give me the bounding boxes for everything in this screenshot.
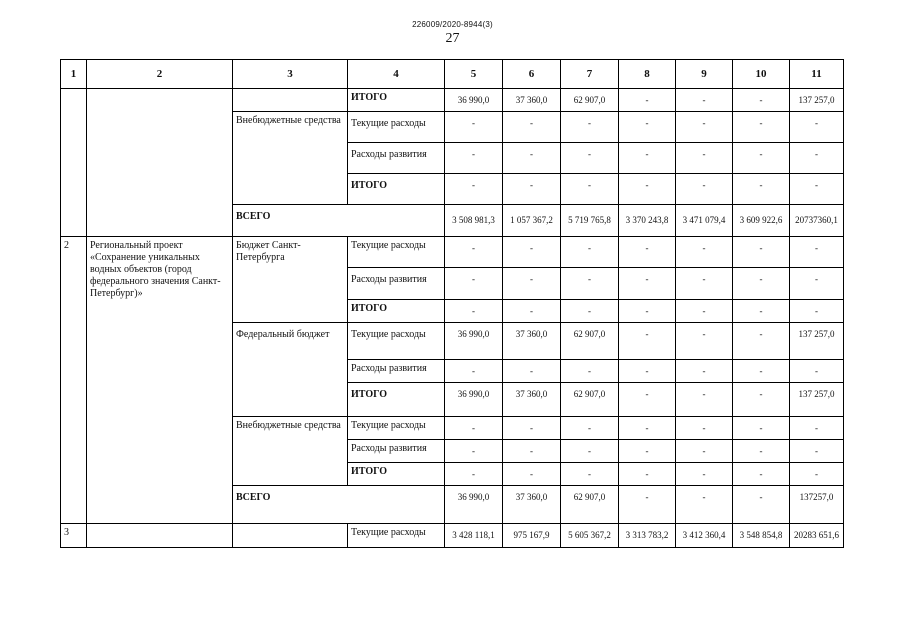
value-cell: - — [561, 300, 619, 323]
value-cell: - — [561, 237, 619, 268]
value-cell: 62 907,0 — [561, 89, 619, 112]
value-cell: - — [619, 174, 676, 205]
value-cell: 5 719 765,8 — [561, 205, 619, 237]
value-cell: 3 313 783,2 — [619, 524, 676, 548]
value-cell: - — [619, 237, 676, 268]
value-cell: - — [790, 300, 844, 323]
cell-type: Текущие расходы — [348, 417, 445, 440]
value-cell: - — [445, 237, 503, 268]
value-cell: - — [790, 440, 844, 463]
value-cell: - — [619, 323, 676, 360]
cell-source — [233, 89, 348, 112]
col-header: 10 — [733, 60, 790, 89]
cell-type: Расходы развития — [348, 360, 445, 383]
value-cell: - — [733, 112, 790, 143]
value-cell: - — [676, 486, 733, 524]
value-cell: - — [619, 383, 676, 417]
cell-type: ИТОГО — [348, 174, 445, 205]
value-cell: 36 990,0 — [445, 89, 503, 112]
value-cell: - — [676, 323, 733, 360]
value-cell: 3 428 118,1 — [445, 524, 503, 548]
value-cell: - — [445, 174, 503, 205]
cell-number: 2 — [61, 237, 87, 524]
col-header: 4 — [348, 60, 445, 89]
cell-source: Бюджет Санкт-Петербурга — [233, 237, 348, 323]
value-cell: - — [790, 463, 844, 486]
value-cell: - — [619, 268, 676, 300]
col-header: 3 — [233, 60, 348, 89]
col-header: 7 — [561, 60, 619, 89]
table-row — [61, 237, 844, 268]
value-cell: - — [445, 360, 503, 383]
value-cell: - — [619, 417, 676, 440]
col-header: 11 — [790, 60, 844, 89]
col-header: 8 — [619, 60, 676, 89]
value-cell: 37 360,0 — [503, 486, 561, 524]
value-cell: 36 990,0 — [445, 323, 503, 360]
cell-type: Текущие расходы — [348, 237, 445, 268]
cell-source: Внебюджетные средства — [233, 112, 348, 205]
value-cell: 37 360,0 — [503, 323, 561, 360]
col-header: 9 — [676, 60, 733, 89]
value-cell: 5 605 367,2 — [561, 524, 619, 548]
value-cell: 62 907,0 — [561, 486, 619, 524]
value-cell: - — [503, 463, 561, 486]
value-cell: - — [790, 174, 844, 205]
cell-type: Текущие расходы — [348, 323, 445, 360]
cell-project: Региональный проект «Сохранение уникальных водных объектов (город федерального значения Санкт-Петербург)» — [87, 237, 233, 524]
cell-total: ВСЕГО — [233, 205, 445, 237]
value-cell: - — [676, 463, 733, 486]
value-cell: - — [503, 440, 561, 463]
col-header: 1 — [61, 60, 87, 89]
value-cell: - — [561, 440, 619, 463]
value-cell: 137 257,0 — [790, 383, 844, 417]
value-cell: - — [733, 323, 790, 360]
value-cell: - — [733, 300, 790, 323]
table-row — [61, 89, 844, 112]
value-cell: - — [503, 268, 561, 300]
cell-type: Расходы развития — [348, 143, 445, 174]
value-cell: - — [733, 237, 790, 268]
cell-total: ВСЕГО — [233, 486, 445, 524]
value-cell: 1 057 367,2 — [503, 205, 561, 237]
value-cell: 62 907,0 — [561, 383, 619, 417]
value-cell: 62 907,0 — [561, 323, 619, 360]
cell-type: ИТОГО — [348, 89, 445, 112]
value-cell: 3 508 981,3 — [445, 205, 503, 237]
page-number: 27 — [445, 31, 460, 46]
value-cell: - — [619, 440, 676, 463]
value-cell: - — [733, 174, 790, 205]
value-cell: - — [445, 463, 503, 486]
value-cell: - — [561, 143, 619, 174]
value-cell: - — [733, 360, 790, 383]
value-cell: - — [676, 112, 733, 143]
value-cell: 36 990,0 — [445, 383, 503, 417]
value-cell: - — [676, 89, 733, 112]
document-id: 226009/2020-8944(3) — [412, 20, 493, 29]
cell-number: 3 — [61, 524, 87, 548]
cell-project — [87, 524, 233, 548]
value-cell: - — [619, 143, 676, 174]
value-cell: - — [676, 237, 733, 268]
value-cell: - — [790, 237, 844, 268]
value-cell: - — [561, 463, 619, 486]
value-cell: 20737360,1 — [790, 205, 844, 237]
col-header: 5 — [445, 60, 503, 89]
cell-type: ИТОГО — [348, 300, 445, 323]
value-cell: - — [619, 486, 676, 524]
cell-number — [61, 89, 87, 237]
value-cell: - — [561, 174, 619, 205]
value-cell: - — [503, 360, 561, 383]
value-cell: - — [503, 174, 561, 205]
value-cell: - — [790, 360, 844, 383]
value-cell: - — [445, 300, 503, 323]
value-cell: 137257,0 — [790, 486, 844, 524]
cell-type: ИТОГО — [348, 383, 445, 417]
value-cell: - — [619, 112, 676, 143]
cell-type: Текущие расходы — [348, 112, 445, 143]
value-cell: - — [619, 360, 676, 383]
value-cell: - — [790, 268, 844, 300]
value-cell: - — [676, 440, 733, 463]
value-cell: 3 609 922,6 — [733, 205, 790, 237]
value-cell: - — [733, 417, 790, 440]
cell-project — [87, 89, 233, 237]
value-cell: 36 990,0 — [445, 486, 503, 524]
cell-source — [233, 524, 348, 548]
value-cell: 37 360,0 — [503, 89, 561, 112]
value-cell: - — [676, 174, 733, 205]
header-row — [61, 60, 844, 89]
value-cell: - — [503, 112, 561, 143]
value-cell: - — [733, 268, 790, 300]
cell-source: Федеральный бюджет — [233, 323, 348, 417]
value-cell: - — [561, 268, 619, 300]
cell-type: Текущие расходы — [348, 524, 445, 548]
value-cell: - — [445, 143, 503, 174]
financing-table — [60, 59, 844, 548]
cell-source: Внебюджетные средства — [233, 417, 348, 486]
value-cell: - — [733, 486, 790, 524]
value-cell: 137 257,0 — [790, 323, 844, 360]
value-cell: - — [676, 383, 733, 417]
value-cell: 3 370 243,8 — [619, 205, 676, 237]
col-header: 6 — [503, 60, 561, 89]
value-cell: - — [561, 360, 619, 383]
value-cell: 137 257,0 — [790, 89, 844, 112]
table-row — [61, 524, 844, 548]
value-cell: - — [503, 237, 561, 268]
value-cell: - — [733, 89, 790, 112]
value-cell: - — [733, 463, 790, 486]
col-header: 2 — [87, 60, 233, 89]
value-cell: - — [503, 300, 561, 323]
value-cell: - — [733, 440, 790, 463]
cell-type: Расходы развития — [348, 440, 445, 463]
value-cell: - — [676, 143, 733, 174]
value-cell: - — [790, 143, 844, 174]
value-cell: 3 548 854,8 — [733, 524, 790, 548]
value-cell: 20283 651,6 — [790, 524, 844, 548]
value-cell: 3 471 079,4 — [676, 205, 733, 237]
value-cell: - — [561, 417, 619, 440]
value-cell: - — [676, 268, 733, 300]
value-cell: - — [503, 417, 561, 440]
value-cell: - — [619, 89, 676, 112]
value-cell: - — [619, 300, 676, 323]
value-cell: - — [619, 463, 676, 486]
value-cell: - — [733, 383, 790, 417]
value-cell: - — [733, 143, 790, 174]
value-cell: - — [676, 417, 733, 440]
value-cell: 3 412 360,4 — [676, 524, 733, 548]
value-cell: 975 167,9 — [503, 524, 561, 548]
value-cell: - — [561, 112, 619, 143]
cell-type: ИТОГО — [348, 463, 445, 486]
value-cell: - — [445, 440, 503, 463]
value-cell: - — [790, 417, 844, 440]
value-cell: 37 360,0 — [503, 383, 561, 417]
value-cell: - — [790, 112, 844, 143]
value-cell: - — [445, 268, 503, 300]
value-cell: - — [676, 360, 733, 383]
cell-type: Расходы развития — [348, 268, 445, 300]
value-cell: - — [445, 112, 503, 143]
value-cell: - — [503, 143, 561, 174]
value-cell: - — [676, 300, 733, 323]
value-cell: - — [445, 417, 503, 440]
